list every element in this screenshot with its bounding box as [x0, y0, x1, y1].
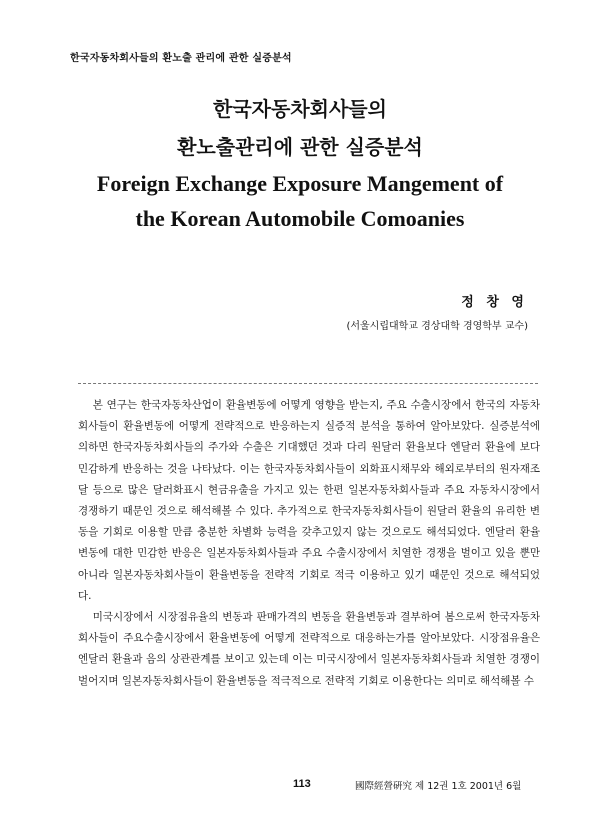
- title-block: [0, 90, 600, 236]
- journal-info: 國際經營硏究 제 12권 1호 2001년 6월: [355, 781, 522, 792]
- author-name: 정 창 영: [461, 295, 528, 310]
- title-english-line-2: the Korean Automobile Comoanies: [135, 206, 465, 231]
- running-head: 한국자동차회사들의 환노출 관리에 관한 실증분석: [70, 53, 292, 64]
- abstract: [78, 395, 540, 692]
- title-korean-line-2: 환노출관리에 관한 실증분석: [177, 135, 423, 159]
- author-affiliation: (서울시립대학교 경상대학 경영학부 교수): [346, 321, 528, 332]
- section-divider: [78, 383, 538, 384]
- abstract-paragraph-1: 본 연구는 한국자동차산업이 환율변동에 어떻게 영향을 받는지, 주요 수출시장에서 한국의 자동차회사들이 환율변동에 어떻게 전략적으로 반응하는지 실증적 분석을 통하여 알아보았다. 실증분석에 의하면 한국자동차회사들의 주가와 수출은 기대했던 것과 다리 원달러 환율보다 엔달러 환율에 보다 민감하게 반응하는 것을 나타났다. 이는 한국자동차회사들이 외화표시채무와 해외로부터의 원자재조달 등으로 많은 달러화표시 현금유출을 가지고 있는 한편 일본자동차회사들과 주요 자동차시장에서 경쟁하기 때문인 것으로 해석해볼 수 있다. 추가적으로 한국자동차회사들이 원달러 환율의 유리한 변동을 기회로 이용할 만큼 충분한 차별화 능력을 갖추고있지 않는 것으로도 해석되었다. 엔달러 환율 변동에 대한 민감한 반응은 일본자동차회사들과 주요 수출시장에서 치열한 경쟁을 벌이고 있을 뿐만 아니라 일본자동차회사들이 환율변동을 전략적 기회로 적극 이용하고 있기 때문인 것으로 해석되었다.: [78, 399, 540, 602]
- abstract-paragraph-2: 미국시장에서 시장점유율의 변동과 판매가격의 변동을 환율변동과 결부하여 봄으로써 한국자동차회사들이 주요수출시장에서 환율변동에 어떻게 전략적으로 대응하는가를 알아보았다. 시장점유율은 엔달러 환율과 음의 상관관계를 보이고 있는데 이는 미국시장에서 일본자동차회사들과 치열한 경쟁이 벌어지며 일본자동차회사들이 환율변동을 적극적으로 전략적 기회로 이용한다는 의미로 해석해볼 수: [78, 611, 540, 687]
- title-english-line-1: Foreign Exchange Exposure Mangement of: [96, 171, 504, 196]
- page-number: 113: [293, 778, 311, 790]
- title-korean-line-1: 한국자동차회사들의: [213, 97, 387, 121]
